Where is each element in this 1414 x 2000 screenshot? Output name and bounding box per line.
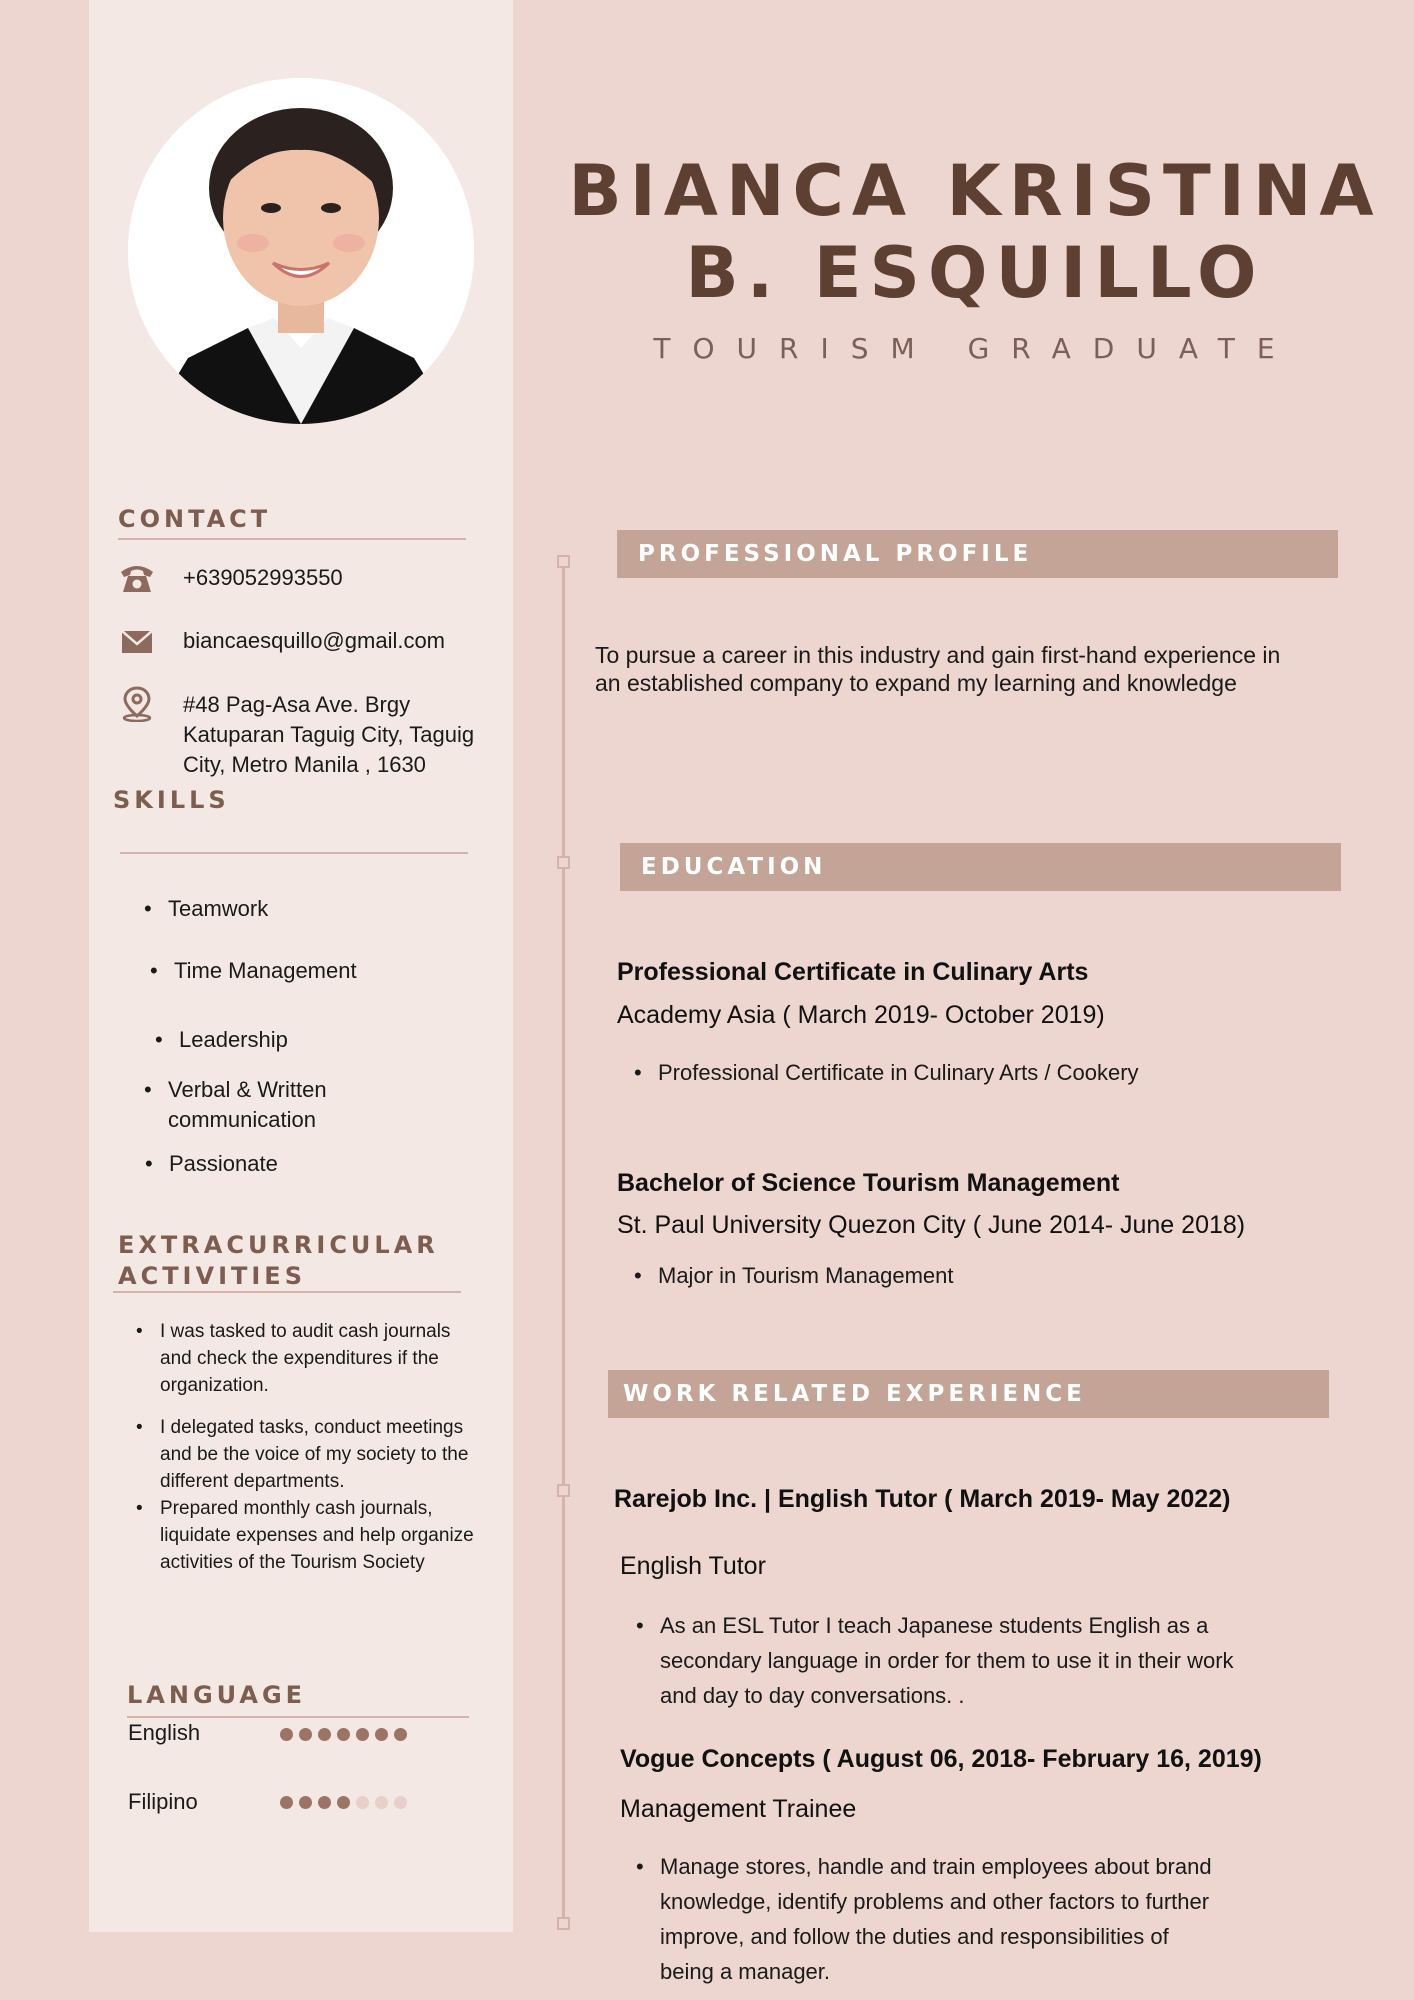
proficiency-dot-filled bbox=[318, 1796, 331, 1809]
work-bullet bbox=[632, 1608, 1234, 1713]
profile-text-line-2: an established company to expand my learning and knowledge bbox=[595, 670, 1237, 696]
work-bullet-line: secondary language in order for them to use it in their work bbox=[660, 1648, 1234, 1673]
extracurricular-divider bbox=[113, 1291, 461, 1293]
work-section-header: WORK RELATED EXPERIENCE bbox=[608, 1370, 1329, 1418]
proficiency-dot-filled bbox=[299, 1796, 312, 1809]
education-section-header: EDUCATION bbox=[620, 843, 1341, 891]
proficiency-dot-empty bbox=[394, 1796, 407, 1809]
skills-divider bbox=[120, 852, 468, 854]
work-bullets bbox=[632, 1849, 1212, 1989]
extracurricular-list bbox=[132, 1318, 477, 1576]
contact-divider bbox=[118, 538, 466, 540]
proficiency-dot-filled bbox=[299, 1728, 312, 1741]
contact-email: biancaesquillo@gmail.com bbox=[183, 628, 446, 653]
job-title: TOURISM GRADUATE bbox=[653, 332, 1297, 365]
education-school: St. Paul University Quezon City ( June 2014- June 2018) bbox=[617, 1211, 1246, 1239]
education-title: Professional Certificate in Culinary Arts bbox=[617, 958, 1089, 986]
timeline-node bbox=[557, 1484, 570, 1497]
portrait-image bbox=[128, 78, 474, 424]
education-school: Academy Asia ( March 2019- October 2019) bbox=[617, 1001, 1105, 1029]
proficiency-dot-filled bbox=[337, 1796, 350, 1809]
education-bullets bbox=[630, 1263, 954, 1289]
language-heading: LANGUAGE bbox=[127, 1681, 307, 1709]
phone-icon bbox=[118, 562, 156, 594]
skill-item: • Leadership bbox=[151, 1025, 388, 1055]
education-bullet: • Major in Tourism Management bbox=[630, 1263, 954, 1289]
mail-icon bbox=[118, 627, 156, 659]
work-bullet-line: knowledge, identify problems and other factors to further bbox=[660, 1889, 1210, 1914]
timeline-node bbox=[557, 856, 570, 869]
language-english: English bbox=[128, 1720, 201, 1745]
proficiency-dot-filled bbox=[280, 1796, 293, 1809]
contact-phone: +639052993550 bbox=[183, 565, 343, 590]
work-bullet-line: • Manage stores, handle and train employees about brand bbox=[660, 1854, 1212, 1879]
profile-text-line-1: To pursue a career in this industry and gain first-hand experience in bbox=[595, 642, 1281, 668]
extracurricular-heading-line-1: EXTRACURRICULAR bbox=[118, 1231, 439, 1259]
proficiency-dot-filled bbox=[318, 1728, 331, 1741]
work-bullet-line: • As an ESL Tutor I teach Japanese students English as a bbox=[660, 1613, 1209, 1638]
skill-item: • Time Management bbox=[146, 956, 388, 986]
work-bullet-line: improve, and follow the duties and responsibilities of bbox=[660, 1924, 1169, 1949]
contact-address-line-2: Katuparan Taguig City, Taguig bbox=[183, 722, 475, 747]
work-bullets bbox=[632, 1608, 1234, 1713]
skill-item: • Verbal & Written communication bbox=[140, 1075, 388, 1135]
proficiency-dot-filled bbox=[280, 1728, 293, 1741]
proficiency-dot-empty bbox=[356, 1796, 369, 1809]
education-title: Bachelor of Science Tourism Management bbox=[617, 1169, 1120, 1197]
proficiency-dot-filled bbox=[394, 1728, 407, 1741]
education-bullet: • Professional Certificate in Culinary Arts / Cookery bbox=[630, 1060, 1139, 1086]
proficiency-dot-filled bbox=[375, 1728, 388, 1741]
work-role: Management Trainee bbox=[620, 1795, 857, 1823]
skills-list bbox=[140, 894, 388, 1179]
proficiency-dot-filled bbox=[356, 1728, 369, 1741]
work-bullet bbox=[632, 1849, 1212, 1989]
contact-heading: CONTACT bbox=[118, 505, 272, 533]
profile-section-header: PROFESSIONAL PROFILE bbox=[617, 530, 1338, 578]
extracurricular-item: • I delegated tasks, conduct meetings and be the voice of my society to the different departments. bbox=[132, 1414, 477, 1495]
contact-address-line-1: #48 Pag-Asa Ave. Brgy bbox=[183, 692, 411, 717]
work-title: Vogue Concepts ( August 06, 2018- February 16, 2019) bbox=[620, 1745, 1262, 1773]
proficiency-dot-empty bbox=[375, 1796, 388, 1809]
contact-address-line-3: City, Metro Manila , 1630 bbox=[183, 752, 426, 777]
language-filipino: Filipino bbox=[128, 1789, 198, 1814]
extracurricular-item: • Prepared monthly cash journals, liquidate expenses and help organize activities of the Tourism Society bbox=[132, 1495, 477, 1576]
timeline-node bbox=[557, 555, 570, 568]
skills-heading: SKILLS bbox=[113, 786, 230, 814]
name-line-1: BIANCA KRISTINA bbox=[568, 150, 1382, 232]
work-bullet-line: and day to day conversations. . bbox=[660, 1683, 965, 1708]
language-english-level bbox=[280, 1728, 407, 1741]
proficiency-dot-filled bbox=[337, 1728, 350, 1741]
education-bullets bbox=[630, 1060, 1139, 1086]
work-role: English Tutor bbox=[620, 1552, 766, 1580]
name-line-2: B. ESQUILLO bbox=[685, 232, 1265, 314]
work-bullet-line: being a manager. bbox=[660, 1959, 831, 1984]
location-pin-icon bbox=[118, 686, 156, 718]
extracurricular-item: • I was tasked to audit cash journals and check the expenditures if the organization. bbox=[132, 1318, 477, 1399]
work-title: Rarejob Inc. | English Tutor ( March 2019- May 2022) bbox=[614, 1485, 1231, 1513]
timeline-line bbox=[562, 560, 565, 1922]
skill-item: • Passionate bbox=[141, 1149, 388, 1179]
skill-item: • Teamwork bbox=[140, 894, 388, 924]
timeline-node bbox=[557, 1917, 570, 1930]
language-divider bbox=[127, 1716, 469, 1718]
profile-photo bbox=[128, 78, 474, 424]
language-filipino-level bbox=[280, 1796, 407, 1809]
extracurricular-heading-line-2: ACTIVITIES bbox=[118, 1262, 306, 1290]
